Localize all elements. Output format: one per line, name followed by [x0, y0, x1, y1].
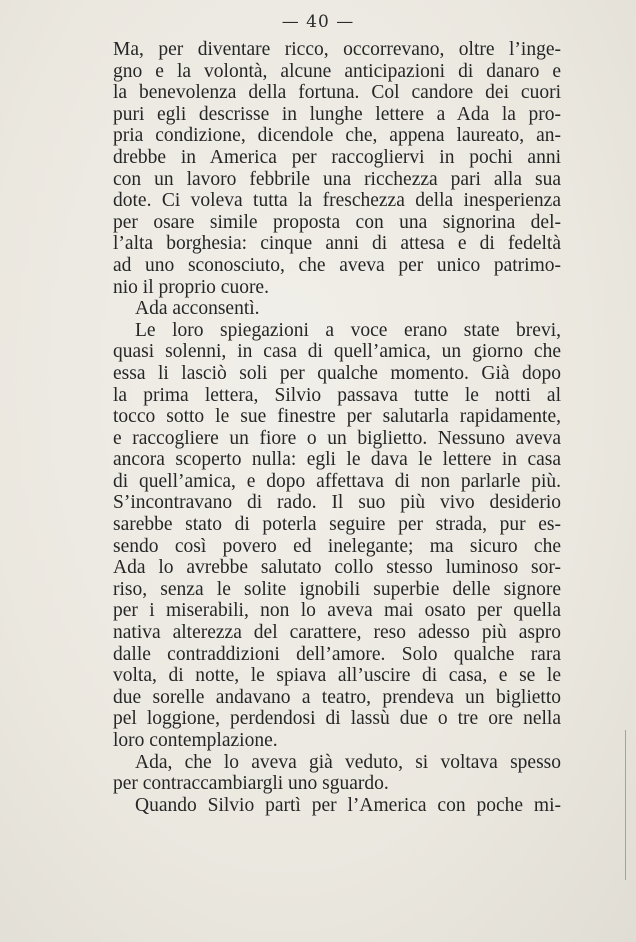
text-line: pel loggione, perdendosi di lassù due o tre ore nella [113, 708, 561, 730]
text-line: puri egli descrisse in lunghe lettere a Ada la pro- [113, 103, 561, 125]
text-line: ancora scoperto nulla: egli le dava le lettere in casa [113, 449, 561, 471]
text-line: Ada acconsentì. [135, 298, 260, 320]
text-line: riso, senza le solite ignobili superbie delle signore [113, 578, 561, 600]
text-line: loro contemplazione. [113, 730, 278, 751]
text-line: per i miserabili, non lo aveva mai osato per quella [113, 600, 561, 622]
text-line: Ma, per diventare ricco, occorrevano, oltre l’inge- [113, 39, 561, 60]
text-line: ad uno sconosciuto, che aveva per unico patrimo- [113, 254, 561, 276]
text-line: la prima lettera, Silvio passava tutte le notti al [113, 384, 561, 406]
text-line: di quell’amica, e dopo affettava di non parlarle più. [113, 470, 561, 492]
text-line: con un lavoro febbrile una ricchezza pari alla sua [113, 168, 561, 190]
text-line: due sorelle andavano a teatro, prendeva un biglietto [113, 686, 561, 708]
text-line: per contraccambiargli uno sguardo. [113, 773, 389, 795]
text-line: sendo così povero ed inelegante; ma sicuro che [113, 535, 561, 557]
page-number: — 40 — [281, 12, 355, 32]
text-line: nio il proprio cuore. [113, 276, 269, 298]
text-line: sarebbe stato di poterla seguire per strada, pur es- [113, 514, 561, 536]
text-line: quasi solenni, in casa di quell’amica, un giorno che [113, 341, 561, 363]
text-line: e raccogliere un fiore o un biglietto. Nessuno aveva [113, 427, 561, 449]
text-line: per osare simile proposta con una signorina del- [113, 211, 561, 233]
text-line: volta, di notte, le spiava all’uscire di casa, e se le [113, 665, 561, 687]
text-line: pria condizione, dicendole che, appena laureato, an- [113, 125, 561, 147]
page-edge-line [622, 730, 626, 880]
text-line: gno e la volontà, alcune anticipazioni di danaro e [113, 60, 561, 82]
text-line: Ada, che lo aveva già veduto, si voltava spesso [135, 751, 561, 773]
text-line: essa li lasciò soli per qualche momento. Già dopo [113, 362, 561, 384]
text-line: Le loro spiegazioni a voce erano state brevi, [135, 319, 561, 341]
text-line: Ada lo avrebbe salutato collo stesso luminoso sor- [113, 557, 561, 579]
text-line: S’incontravano di rado. Il suo più vivo desiderio [113, 492, 561, 514]
body-text [113, 39, 561, 816]
text-line: la benevolenza della fortuna. Col candore dei cuori [113, 82, 561, 104]
text-line: nativa alterezza del carattere, reso adesso più aspro [113, 622, 561, 644]
text-line: l’alta borghesia: cinque anni di attesa e di fedeltà [113, 233, 561, 255]
text-line: tocco sotto le sue finestre per salutarla rapidamente, [113, 406, 561, 428]
text-line: dote. Ci voleva tutta la freschezza della inesperienza [113, 190, 561, 212]
text-line: drebbe in America per raccogliervi in pochi anni [113, 146, 561, 168]
text-line: Quando Silvio partì per l’America con poche mi- [135, 794, 561, 816]
text-line: dalle contraddizioni dell’amore. Solo qualche rara [113, 643, 561, 665]
